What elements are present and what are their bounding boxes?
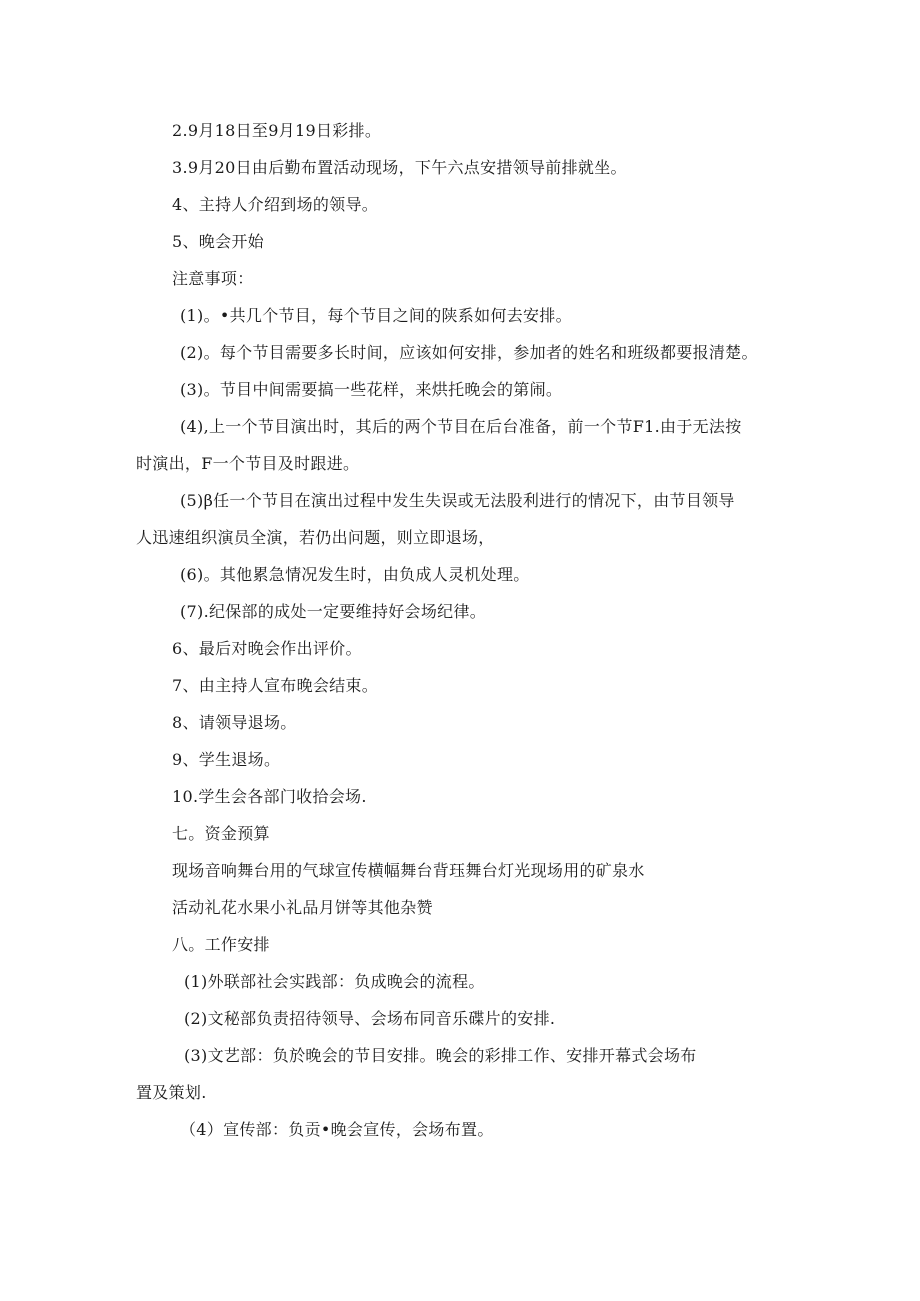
text-line: 活动礼花水果小礼品月饼等其他杂赞 [172, 898, 433, 917]
text-line: 6、最后对晚会作出评价。 [172, 639, 362, 658]
text-line: 注意事项： [172, 269, 254, 288]
text-line: （4）宣传部：负贡•晚会宣传，会场布置。 [180, 1120, 494, 1139]
text-line: 8、请领导退场。 [172, 713, 297, 732]
section-heading: 八。工作安排 [172, 935, 270, 954]
text-line: 5、晚会开始 [172, 232, 264, 251]
text-line: 4、主持人介绍到场的领导。 [172, 195, 379, 214]
text-line: 3.9月20日由后勤布置活动现场，下午六点安措领导前排就坐。 [172, 158, 627, 177]
text-line: (3)。节目中间需要搞一些花样，来烘托晚会的第闹。 [180, 380, 563, 399]
text-line: 现场音响舞台用的气球宣传横幅舞台背珏舞台灯光现场用的矿泉水 [172, 861, 645, 880]
text-line: 时演出，F一个节目及时跟进。 [136, 454, 360, 473]
text-line: (2)。每个节目需要多长时间，应该如何安排，参加者的姓名和班级都要报清楚。 [180, 343, 758, 362]
text-line: 7、由主持人宣布晚会结束。 [172, 676, 379, 695]
text-line: (1)。•共几个节目，每个节目之间的陕系如何去安排。 [180, 306, 572, 325]
text-line: 9、学生退场。 [172, 750, 281, 769]
text-line: (6)。其他累急情况发生时，由负成人灵机处理。 [180, 565, 530, 584]
text-line: (4),上一个节目演出时，其后的两个节目在后台准备，前一个节F1.由于无法按 [180, 417, 742, 436]
text-line: 2.9月18日至9月19日彩排。 [172, 121, 382, 140]
text-line: (2)文秘部负责招待领导、会场布同音乐碟片的安排. [184, 1009, 556, 1028]
text-line: (5)β任一个节目在演出过程中发生失误或无法股利进行的情况下，由节目领导 [180, 491, 735, 510]
text-line: (7).纪保部的成处一定要维持好会场纪律。 [180, 602, 487, 621]
section-heading: 七。资金预算 [172, 824, 270, 843]
text-line: 人迅速组织演员全演，若仍出问题，则立即退场， [136, 528, 495, 547]
text-line: 10.学生会各部门收拾会场. [172, 787, 367, 806]
text-line: 置及策划. [136, 1083, 207, 1102]
text-line: (3)文艺部：负於晚会的节目安排。晚会的彩排工作、安排开幕式会场布 [184, 1046, 697, 1065]
text-line: (1)外联部社会实践部：负成晚会的流程。 [184, 972, 485, 991]
